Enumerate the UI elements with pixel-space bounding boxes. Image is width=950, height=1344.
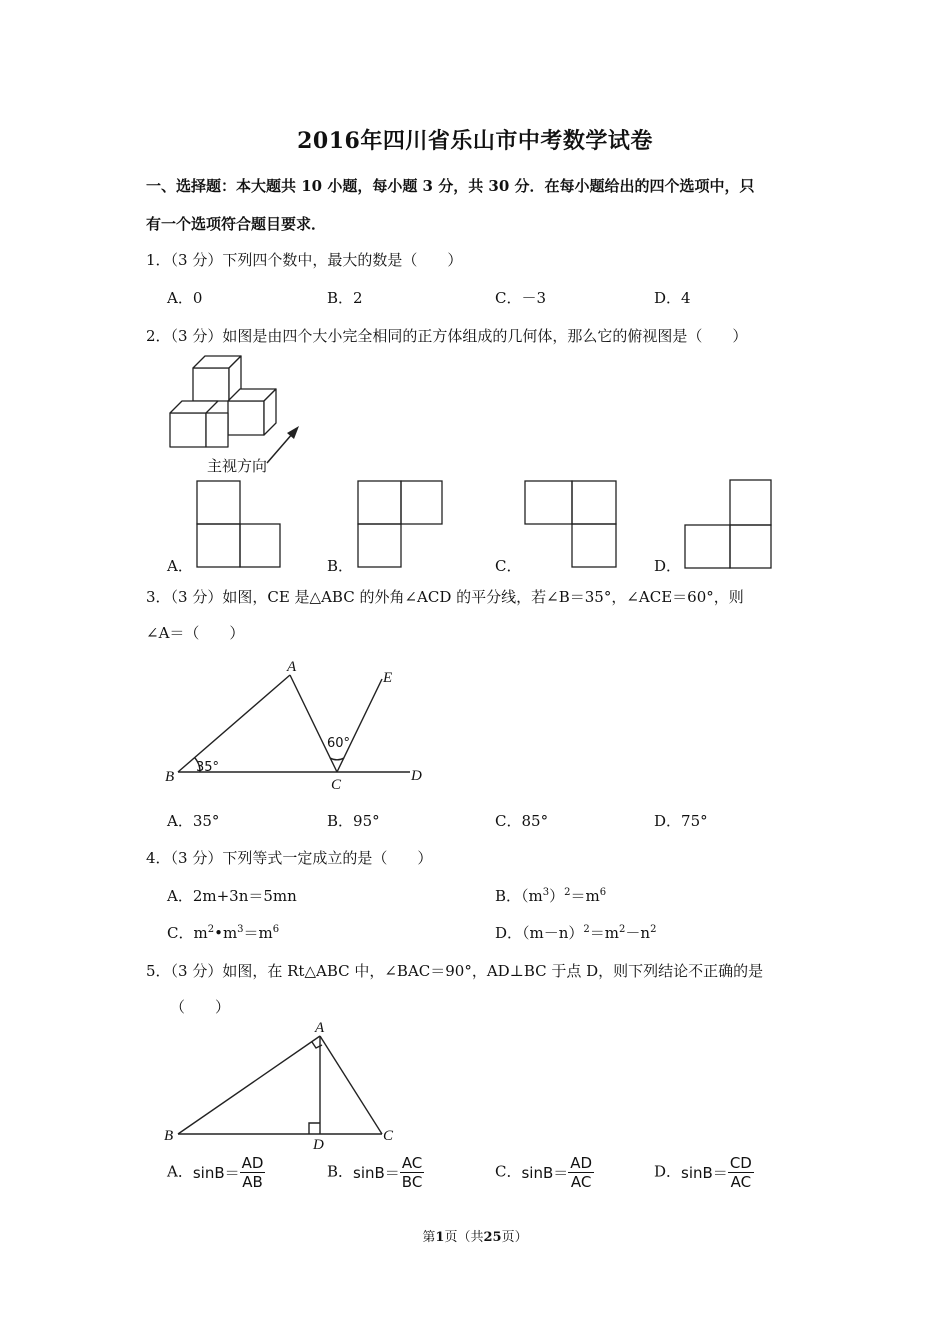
q1-option-c[interactable]: C．－3 — [495, 289, 547, 307]
q4-option-c-exp: 3 — [237, 924, 244, 935]
fraction-denominator: AC — [730, 1173, 752, 1191]
q2-option-b[interactable]: B． — [327, 557, 354, 575]
q3-option-a[interactable]: A．35° — [167, 812, 220, 830]
q1-option-b[interactable]: B．2 — [327, 289, 363, 307]
q4-option-c[interactable] — [167, 922, 279, 943]
q4-option-d-label: D． — [495, 924, 523, 942]
question-5-stem-line1: 5．（3 分）如图，在 Rt△ABC 中，∠BAC＝90°，AD⊥BC 于点 D，则下列结论不正确的是 — [146, 962, 764, 980]
q5-option-b-label: B． — [327, 1162, 354, 1181]
q5-option-b-lhs: sinB＝ — [353, 1164, 400, 1182]
question-2-stem: 2．（3 分）如图是由四个大小完全相同的正方体组成的几何体，那么它的俯视图是（ ） — [146, 327, 748, 345]
q5-option-a-lhs: sinB＝ — [192, 1164, 240, 1182]
question-1-stem: 1．（3 分）下列四个数中，最大的数是（ ） — [146, 251, 463, 269]
q5-option-b-fraction — [400, 1154, 424, 1191]
q3-triangle-figure — [160, 655, 440, 795]
q4-option-d-part: （m－n） — [522, 924, 584, 942]
q5-right-triangle-figure — [160, 1018, 410, 1153]
q5-option-c[interactable] — [495, 1154, 594, 1191]
q4-option-d-exp: 2 — [650, 924, 657, 935]
q3-label-c: C — [331, 777, 342, 793]
q3-label-e: E — [383, 670, 393, 686]
page-total: 25 — [483, 1230, 502, 1245]
fraction-numerator: AD — [570, 1154, 593, 1172]
section-heading-line1: 一、选择题：本大题共 10 小题，每小题 3 分，共 30 分．在每小题给出的四个选项中，只 — [146, 177, 755, 195]
q5-option-a-label: A． — [167, 1162, 193, 1181]
question-5-stem-line2: （ ） — [170, 998, 231, 1016]
q4-option-c-label: C． — [167, 924, 194, 942]
q3-label-b: B — [165, 769, 175, 785]
q2-cube-figure — [160, 350, 320, 480]
footer-text: 页（共 — [444, 1230, 484, 1245]
q3-label-a: A — [287, 659, 297, 675]
q4-option-b-label: B． — [495, 887, 522, 905]
page-title: 2016年四川省乐山市中考数学试卷 — [297, 128, 653, 154]
q3-angle-ace-label: 60° — [327, 736, 351, 751]
q5-option-a[interactable] — [167, 1154, 265, 1191]
q4-option-c-exp: 2 — [207, 924, 215, 935]
q4-option-b-part: （m — [521, 887, 543, 905]
q4-option-b[interactable] — [495, 885, 606, 906]
q3-option-c[interactable]: C．85° — [495, 812, 549, 830]
q4-option-b-exp: 6 — [599, 887, 607, 898]
fraction-denominator: AC — [570, 1173, 592, 1191]
q1-option-a[interactable]: A．0 — [167, 289, 203, 307]
q4-option-b-exp: 3 — [542, 887, 550, 898]
q4-option-d-part: ＝m — [589, 924, 620, 942]
q5-option-b[interactable] — [327, 1154, 424, 1191]
q4-option-b-part: ） — [549, 887, 565, 905]
section-heading-line2: 有一个选项符合题目要求． — [146, 215, 327, 233]
q4-option-b-exp: 2 — [564, 887, 571, 898]
q5-option-d-fraction — [728, 1154, 754, 1191]
q5-option-d-lhs: sinB＝ — [681, 1164, 728, 1182]
question-4-stem: 4．（3 分）下列等式一定成立的是（ ） — [146, 849, 433, 867]
q5-option-d[interactable] — [654, 1154, 754, 1191]
q2-direction-label: 主视方向 — [207, 457, 268, 475]
q4-option-a[interactable] — [167, 885, 297, 906]
q2-option-d-figure — [684, 479, 774, 571]
fraction-denominator: AB — [242, 1173, 263, 1191]
q4-option-d-exp: 2 — [619, 924, 626, 935]
q5-option-c-label: C． — [495, 1162, 522, 1181]
q3-option-b[interactable]: B．95° — [327, 812, 380, 830]
page-number: 1 — [435, 1230, 445, 1245]
question-3-stem-line2: ∠A＝（ ） — [146, 624, 245, 642]
q4-option-a-label: A． — [167, 887, 193, 905]
q2-option-c[interactable]: C． — [495, 557, 522, 575]
q5-option-d-label: D． — [654, 1162, 682, 1181]
q4-option-a-text: 2m+3n＝5mn — [192, 887, 297, 905]
fraction-denominator: BC — [401, 1173, 423, 1191]
question-3-stem-line1: 3．（3 分）如图，CE 是△ABC 的外角∠ACD 的平分线，若∠B＝35°，∠ACE＝60°，则 — [146, 588, 744, 606]
q5-option-a-fraction — [240, 1154, 266, 1191]
q4-option-d-part: －n — [625, 924, 651, 942]
q3-label-d: D — [411, 768, 422, 784]
footer-text: 页） — [501, 1230, 528, 1245]
q3-option-d[interactable]: D．75° — [654, 812, 708, 830]
q3-angle-b-label: 35° — [196, 760, 220, 775]
q5-label-a: A — [315, 1020, 325, 1036]
q5-option-c-fraction — [568, 1154, 594, 1191]
q2-option-a[interactable]: A． — [167, 557, 193, 575]
q2-option-a-figure — [196, 480, 282, 570]
q4-option-d[interactable] — [495, 922, 656, 943]
fraction-numerator: AD — [241, 1154, 264, 1172]
fraction-numerator: AC — [401, 1154, 423, 1172]
q4-option-d-exp: 2 — [583, 924, 590, 935]
q1-option-d[interactable]: D．4 — [654, 289, 691, 307]
q5-option-c-lhs: sinB＝ — [521, 1164, 569, 1182]
q2-option-d[interactable]: D． — [654, 557, 682, 575]
q5-label-d: D — [313, 1137, 324, 1153]
q4-option-c-part: m — [193, 924, 208, 942]
q4-option-c-part: ＝m — [243, 924, 273, 942]
footer-text: 第 — [422, 1230, 436, 1245]
q4-option-c-part: •m — [214, 924, 238, 942]
q2-option-c-figure — [524, 480, 618, 570]
q4-option-c-exp: 6 — [272, 924, 280, 935]
q5-label-c: C — [383, 1128, 394, 1144]
q4-option-b-part: ＝m — [570, 887, 600, 905]
page-footer — [0, 1226, 950, 1245]
q5-label-b: B — [164, 1128, 174, 1144]
q2-option-b-figure — [357, 480, 445, 570]
fraction-numerator: CD — [729, 1154, 752, 1172]
